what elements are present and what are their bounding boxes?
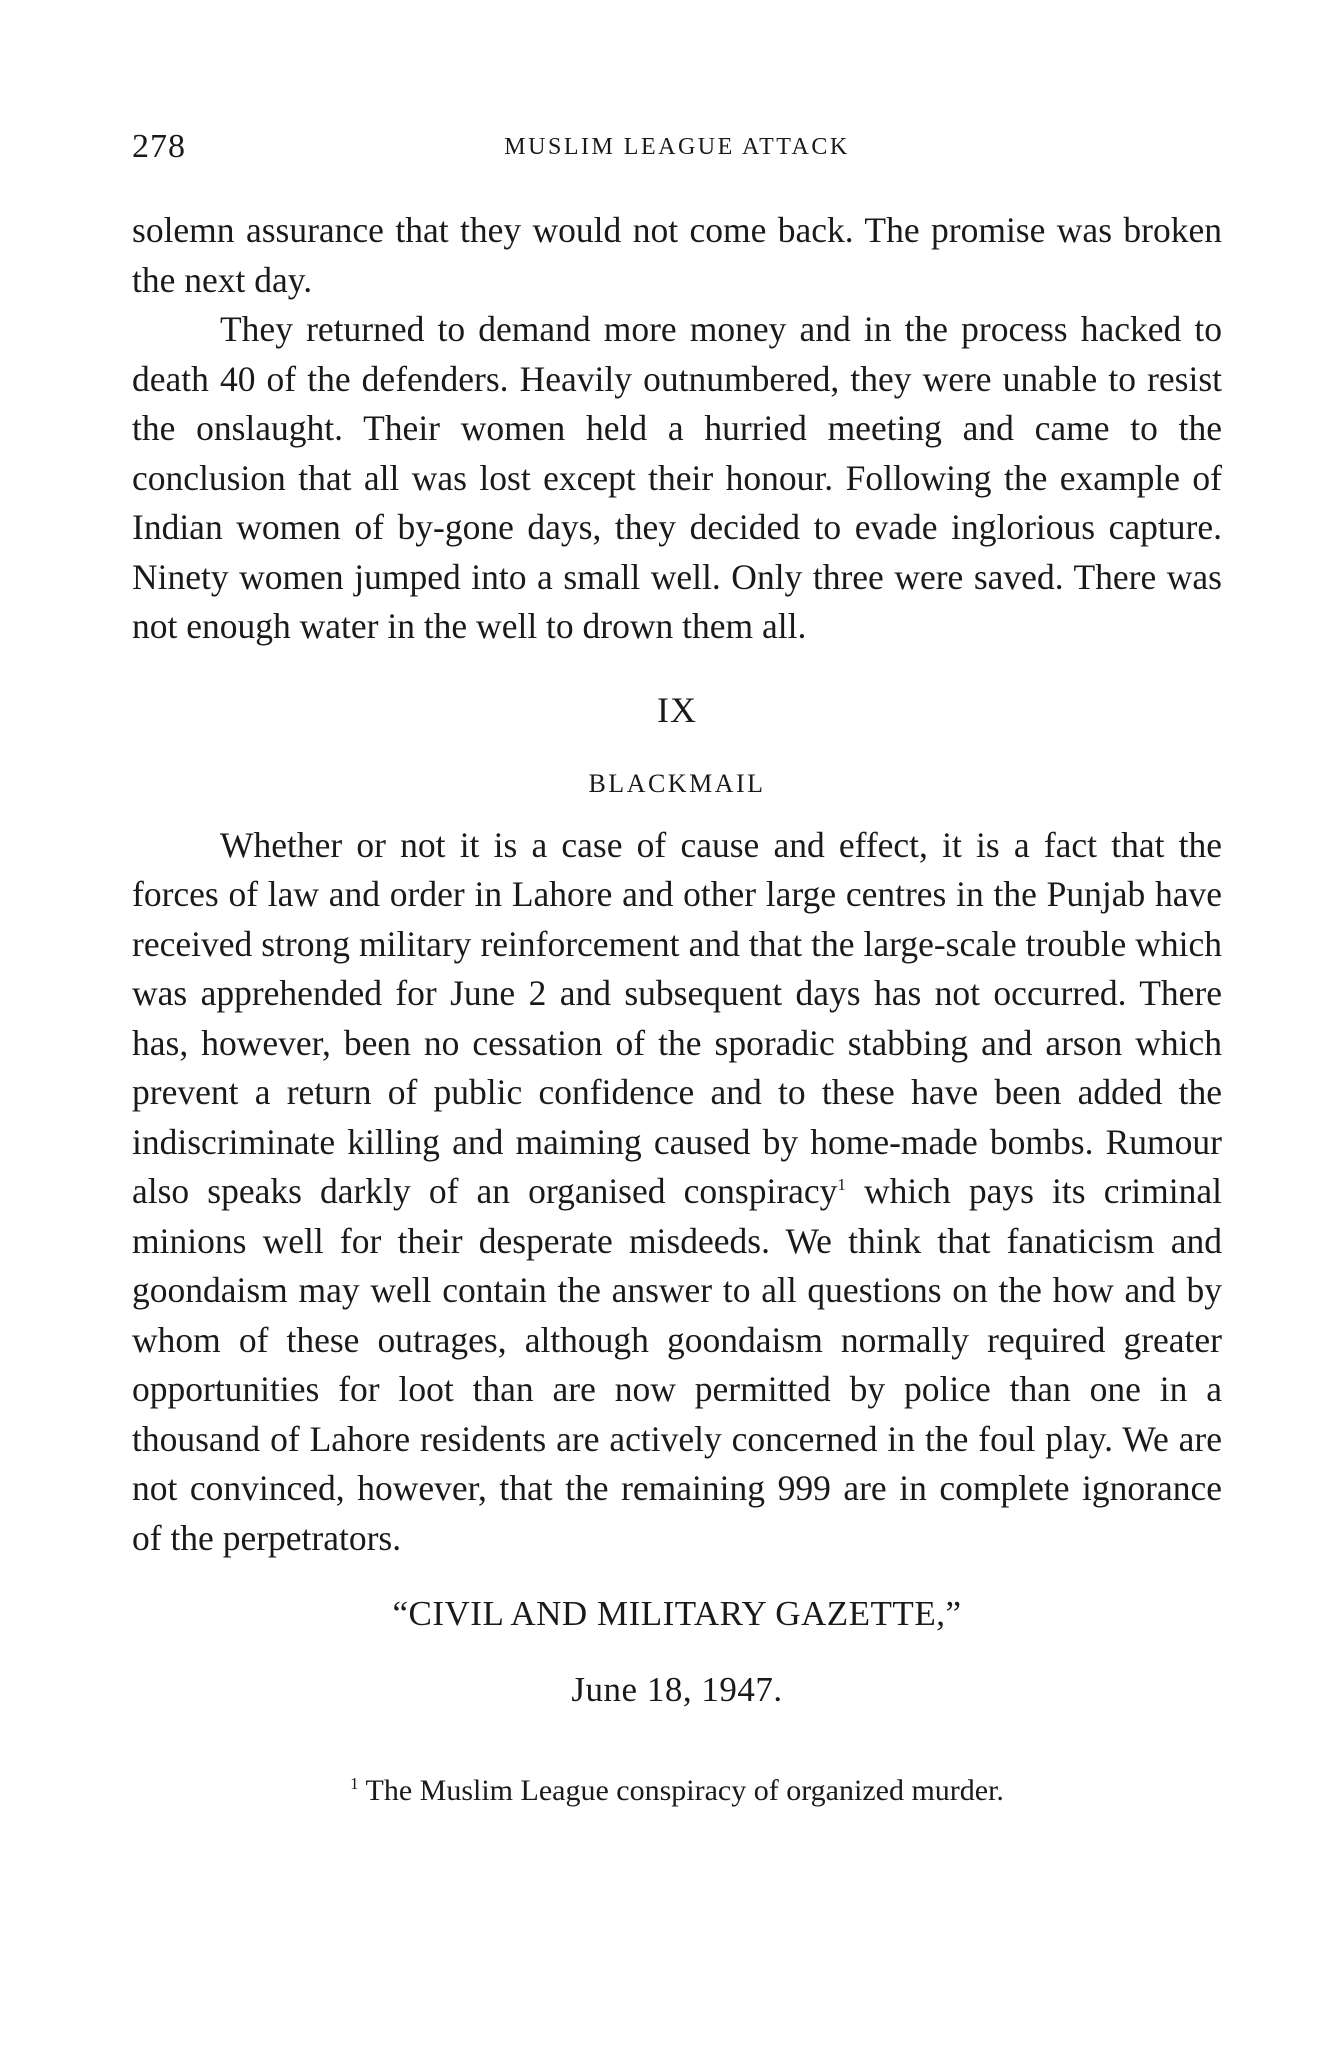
paragraph-blackmail-part2: which pays its criminal minions well for their desperate misdeeds. We think that fanaticism and goondaism may well contain the answer to all questions on the how and by whom of these outrages, although goondaism normally required greater opportunities for loot than are now permitted by police than one in a thousand of Lahore residents are actively concerned in the foul play. We are not convinced, however, that the remaining 999 are in complete ignorance of the perpetrators. xyxy=(132,1171,1222,1558)
page-number: 278 xyxy=(132,128,186,165)
section-number: IX xyxy=(657,689,697,730)
footnote-marker: 1 xyxy=(350,1774,359,1793)
running-title: MUSLIM LEAGUE ATTACK xyxy=(504,134,850,160)
paragraph-blackmail xyxy=(132,821,1222,1564)
footnote-text: The Muslim League conspiracy of organized murder. xyxy=(358,1774,1004,1807)
paragraph-continued: solemn assurance that they would not come back. The promise was broken the next day. xyxy=(132,210,1222,300)
section-title: BLACKMAIL xyxy=(588,769,766,798)
body-text xyxy=(132,206,1222,1816)
footnote xyxy=(132,1766,1222,1816)
paragraph-blackmail-part1: Whether or not it is a case of cause and effect, it is a fact that the forces of law and order in Lahore and other large centres in the Punjab have received strong military reinforcement and that the large-scale trouble which was apprehended for June 2 and subsequent days has not occurred. There has, however, been no cessation of the sporadic stabbing and arson which prevent a return of public confidence and to these have been added the indiscriminate killing and maiming caused by home-made bombs. Rumour also speaks darkly of an organised conspiracy xyxy=(132,824,1222,1211)
footnote-reference: 1 xyxy=(837,1175,846,1195)
running-head xyxy=(132,128,1222,176)
source-publication: “CIVIL AND MILITARY GAZETTE,” xyxy=(392,1594,962,1633)
paragraph-well-incident: They returned to demand more money and in the process hacked to death 40 of the defenders. Heavily outnumbered, they were unable to resist the onslaught. Their women held a hurried meeting and came to the conclusion that all was lost except their honour. Following the example of Indian women of by-gone days, they decided to evade inglorious capture. Ninety women jumped into a small well. Only three were saved. There was not enough water in the well to drown them all. xyxy=(132,309,1222,646)
source-date: June 18, 1947. xyxy=(571,1669,783,1709)
book-page xyxy=(132,128,1222,1816)
